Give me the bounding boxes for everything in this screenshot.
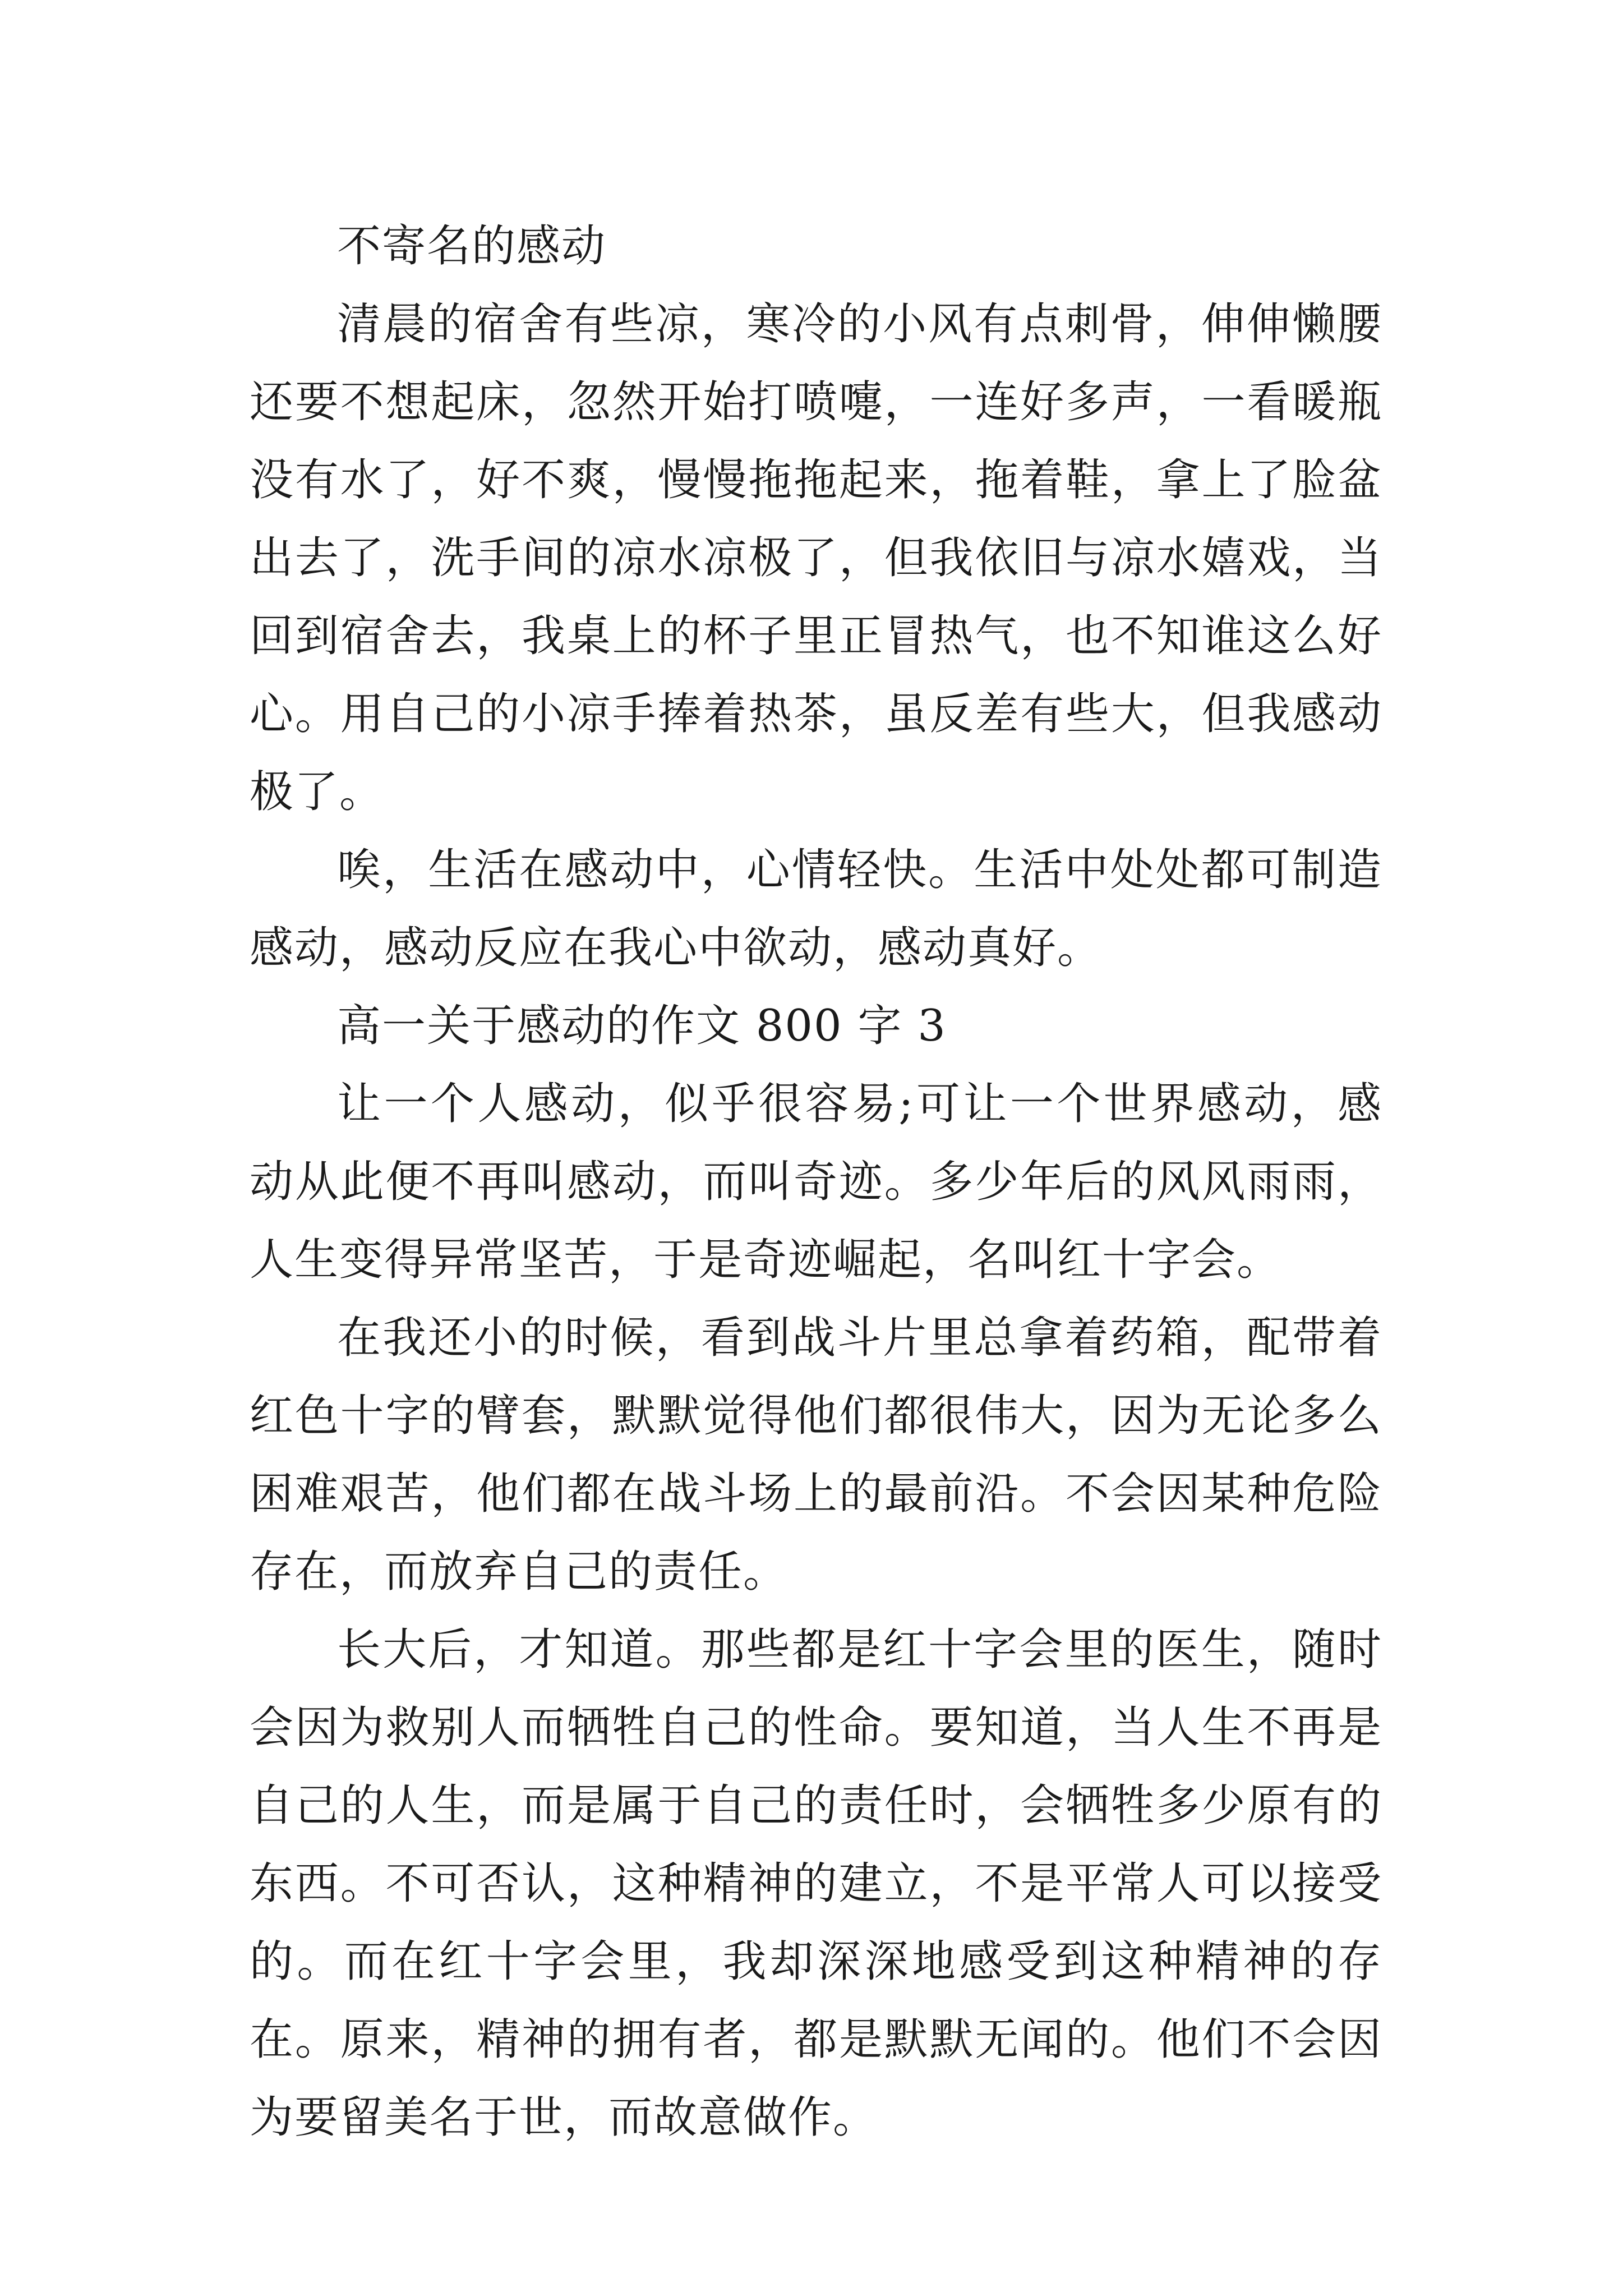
document-body <box>250 208 1382 2157</box>
paragraph: 在我还小的时候，看到战斗片里总拿着药箱，配带着红色十字的臂套，默默觉得他们都很伟大，因为无论多么困难艰苦，他们都在战斗场上的最前沿。不会因某种危险存在，而放弃自己的责任。 <box>250 1313 1382 1597</box>
paragraph: 清晨的宿舍有些凉，寒冷的小风有点刺骨，伸伸懒腰还要不想起床，忽然开始打喷嚏，一连好多声，一看暖瓶没有水了，好不爽，慢慢拖拖起来，拖着鞋，拿上了脸盆出去了，洗手间的凉水凉极了，但我依旧与凉水嬉戏，当回到宿舍去，我桌上的杯子里正冒热气，也不知谁这么好心。用自己的小凉手捧着热茶，虽反差有些大，但我感动极了。 <box>250 299 1382 817</box>
paragraph-section-title: 不寄名的感动 <box>337 221 607 272</box>
paragraph-essay-title: 高一关于感动的作文 800 字 3 <box>337 1001 947 1051</box>
paragraph: 长大后，才知道。那些都是红十字会里的医生，随时会因为救别人而牺牲自己的性命。要知道，当人生不再是自己的人生，而是属于自己的责任时，会牺牲多少原有的东西。不可否认，这种精神的建立，不是平常人可以接受的。而在红十字会里，我却深深地感受到这种精神的存在。原来，精神的拥有者，都是默默无闻的。他们不会因为要留美名于世，而故意做作。 <box>250 1625 1382 2143</box>
paragraph: 唉，生活在感动中，心情轻快。生活中处处都可制造感动，感动反应在我心中欲动，感动真好。 <box>250 845 1382 973</box>
paragraph: 让一个人感动，似乎很容易;可让一个世界感动，感动从此便不再叫感动，而叫奇迹。多少年后的风风雨雨，人生变得异常坚苦，于是奇迹崛起，名叫红十字会。 <box>250 1079 1382 1285</box>
